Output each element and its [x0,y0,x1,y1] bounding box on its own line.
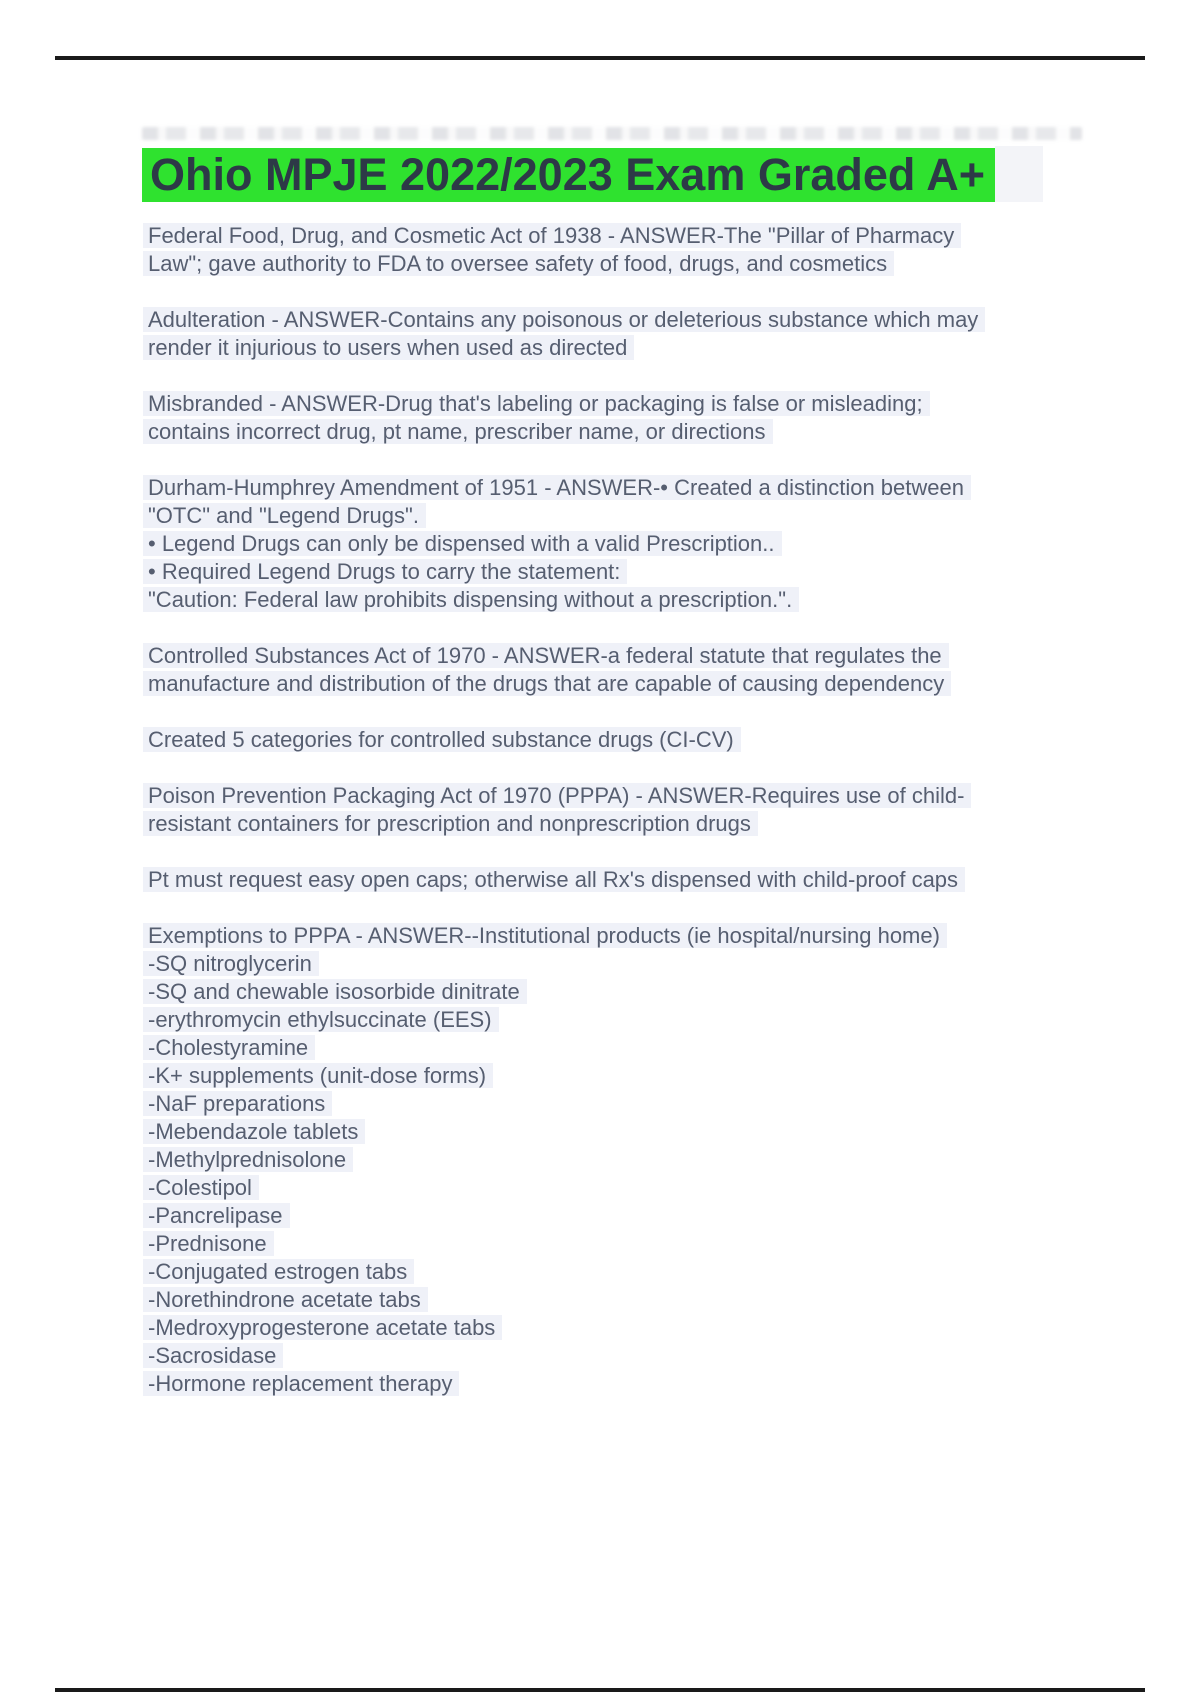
qa-paragraph [148,922,1148,1398]
text-line: -Hormone replacement therapy [148,1370,1148,1398]
page-title-highlight: Ohio MPJE 2022/2023 Exam Graded A+ [142,148,995,202]
text-line: -SQ and chewable isosorbide dinitrate [148,978,1148,1006]
bottom-border-line [55,1688,1145,1692]
qa-paragraph [148,726,1148,754]
text-line: render it injurious to users when used as directed [148,334,1148,362]
text-line: Controlled Substances Act of 1970 - ANSWER-a federal statute that regulates the [148,642,1148,670]
text-line: Federal Food, Drug, and Cosmetic Act of 1938 - ANSWER-The "Pillar of Pharmacy [148,222,1148,250]
text-line: Adulteration - ANSWER-Contains any poisonous or deleterious substance which may [148,306,1148,334]
text-line: -NaF preparations [148,1090,1148,1118]
qa-paragraph [148,866,1148,894]
text-line: -Norethindrone acetate tabs [148,1286,1148,1314]
text-line: -Methylprednisolone [148,1146,1148,1174]
text-line: -Conjugated estrogen tabs [148,1258,1148,1286]
text-line: manufacture and distribution of the drugs that are capable of causing dependency [148,670,1148,698]
qa-paragraph [148,390,1148,446]
title-trailing-highlight [995,146,1043,202]
qa-paragraph [148,782,1148,838]
text-line: Misbranded - ANSWER-Drug that's labeling or packaging is false or misleading; [148,390,1148,418]
text-line: Exemptions to PPPA - ANSWER--Institutional products (ie hospital/nursing home) [148,922,1148,950]
text-line: contains incorrect drug, pt name, prescriber name, or directions [148,418,1148,446]
text-line: -SQ nitroglycerin [148,950,1148,978]
qa-paragraph [148,306,1148,362]
text-line: -Prednisone [148,1230,1148,1258]
text-line: "OTC" and "Legend Drugs". [148,502,1148,530]
text-line: -Colestipol [148,1174,1148,1202]
text-line: "Caution: Federal law prohibits dispensing without a prescription.". [148,586,1148,614]
text-line: Law"; gave authority to FDA to oversee safety of food, drugs, and cosmetics [148,250,1148,278]
text-line: -Mebendazole tablets [148,1118,1148,1146]
top-border-line [55,56,1145,60]
qa-paragraph [148,642,1148,698]
document-body [148,222,1148,1426]
text-line: • Required Legend Drugs to carry the statement: [148,558,1148,586]
text-line: -Sacrosidase [148,1342,1148,1370]
text-line: -Cholestyramine [148,1034,1148,1062]
text-line: Created 5 categories for controlled substance drugs (CI-CV) [148,726,1148,754]
text-line: Pt must request easy open caps; otherwise all Rx's dispensed with child-proof caps [148,866,1148,894]
text-line: -Pancrelipase [148,1202,1148,1230]
page-title [142,148,1043,202]
text-line: -Medroxyprogesterone acetate tabs [148,1314,1148,1342]
text-line: resistant containers for prescription and nonprescription drugs [148,810,1148,838]
qa-paragraph [148,474,1148,614]
text-line: • Legend Drugs can only be dispensed with a valid Prescription.. [148,530,1148,558]
text-line: -erythromycin ethylsuccinate (EES) [148,1006,1148,1034]
text-line: Durham-Humphrey Amendment of 1951 - ANSWER-• Created a distinction between [148,474,1148,502]
text-line: Poison Prevention Packaging Act of 1970 (PPPA) - ANSWER-Requires use of child- [148,782,1148,810]
qa-paragraph [148,222,1148,278]
watermark-artifact [142,127,1082,140]
text-line: -K+ supplements (unit-dose forms) [148,1062,1148,1090]
